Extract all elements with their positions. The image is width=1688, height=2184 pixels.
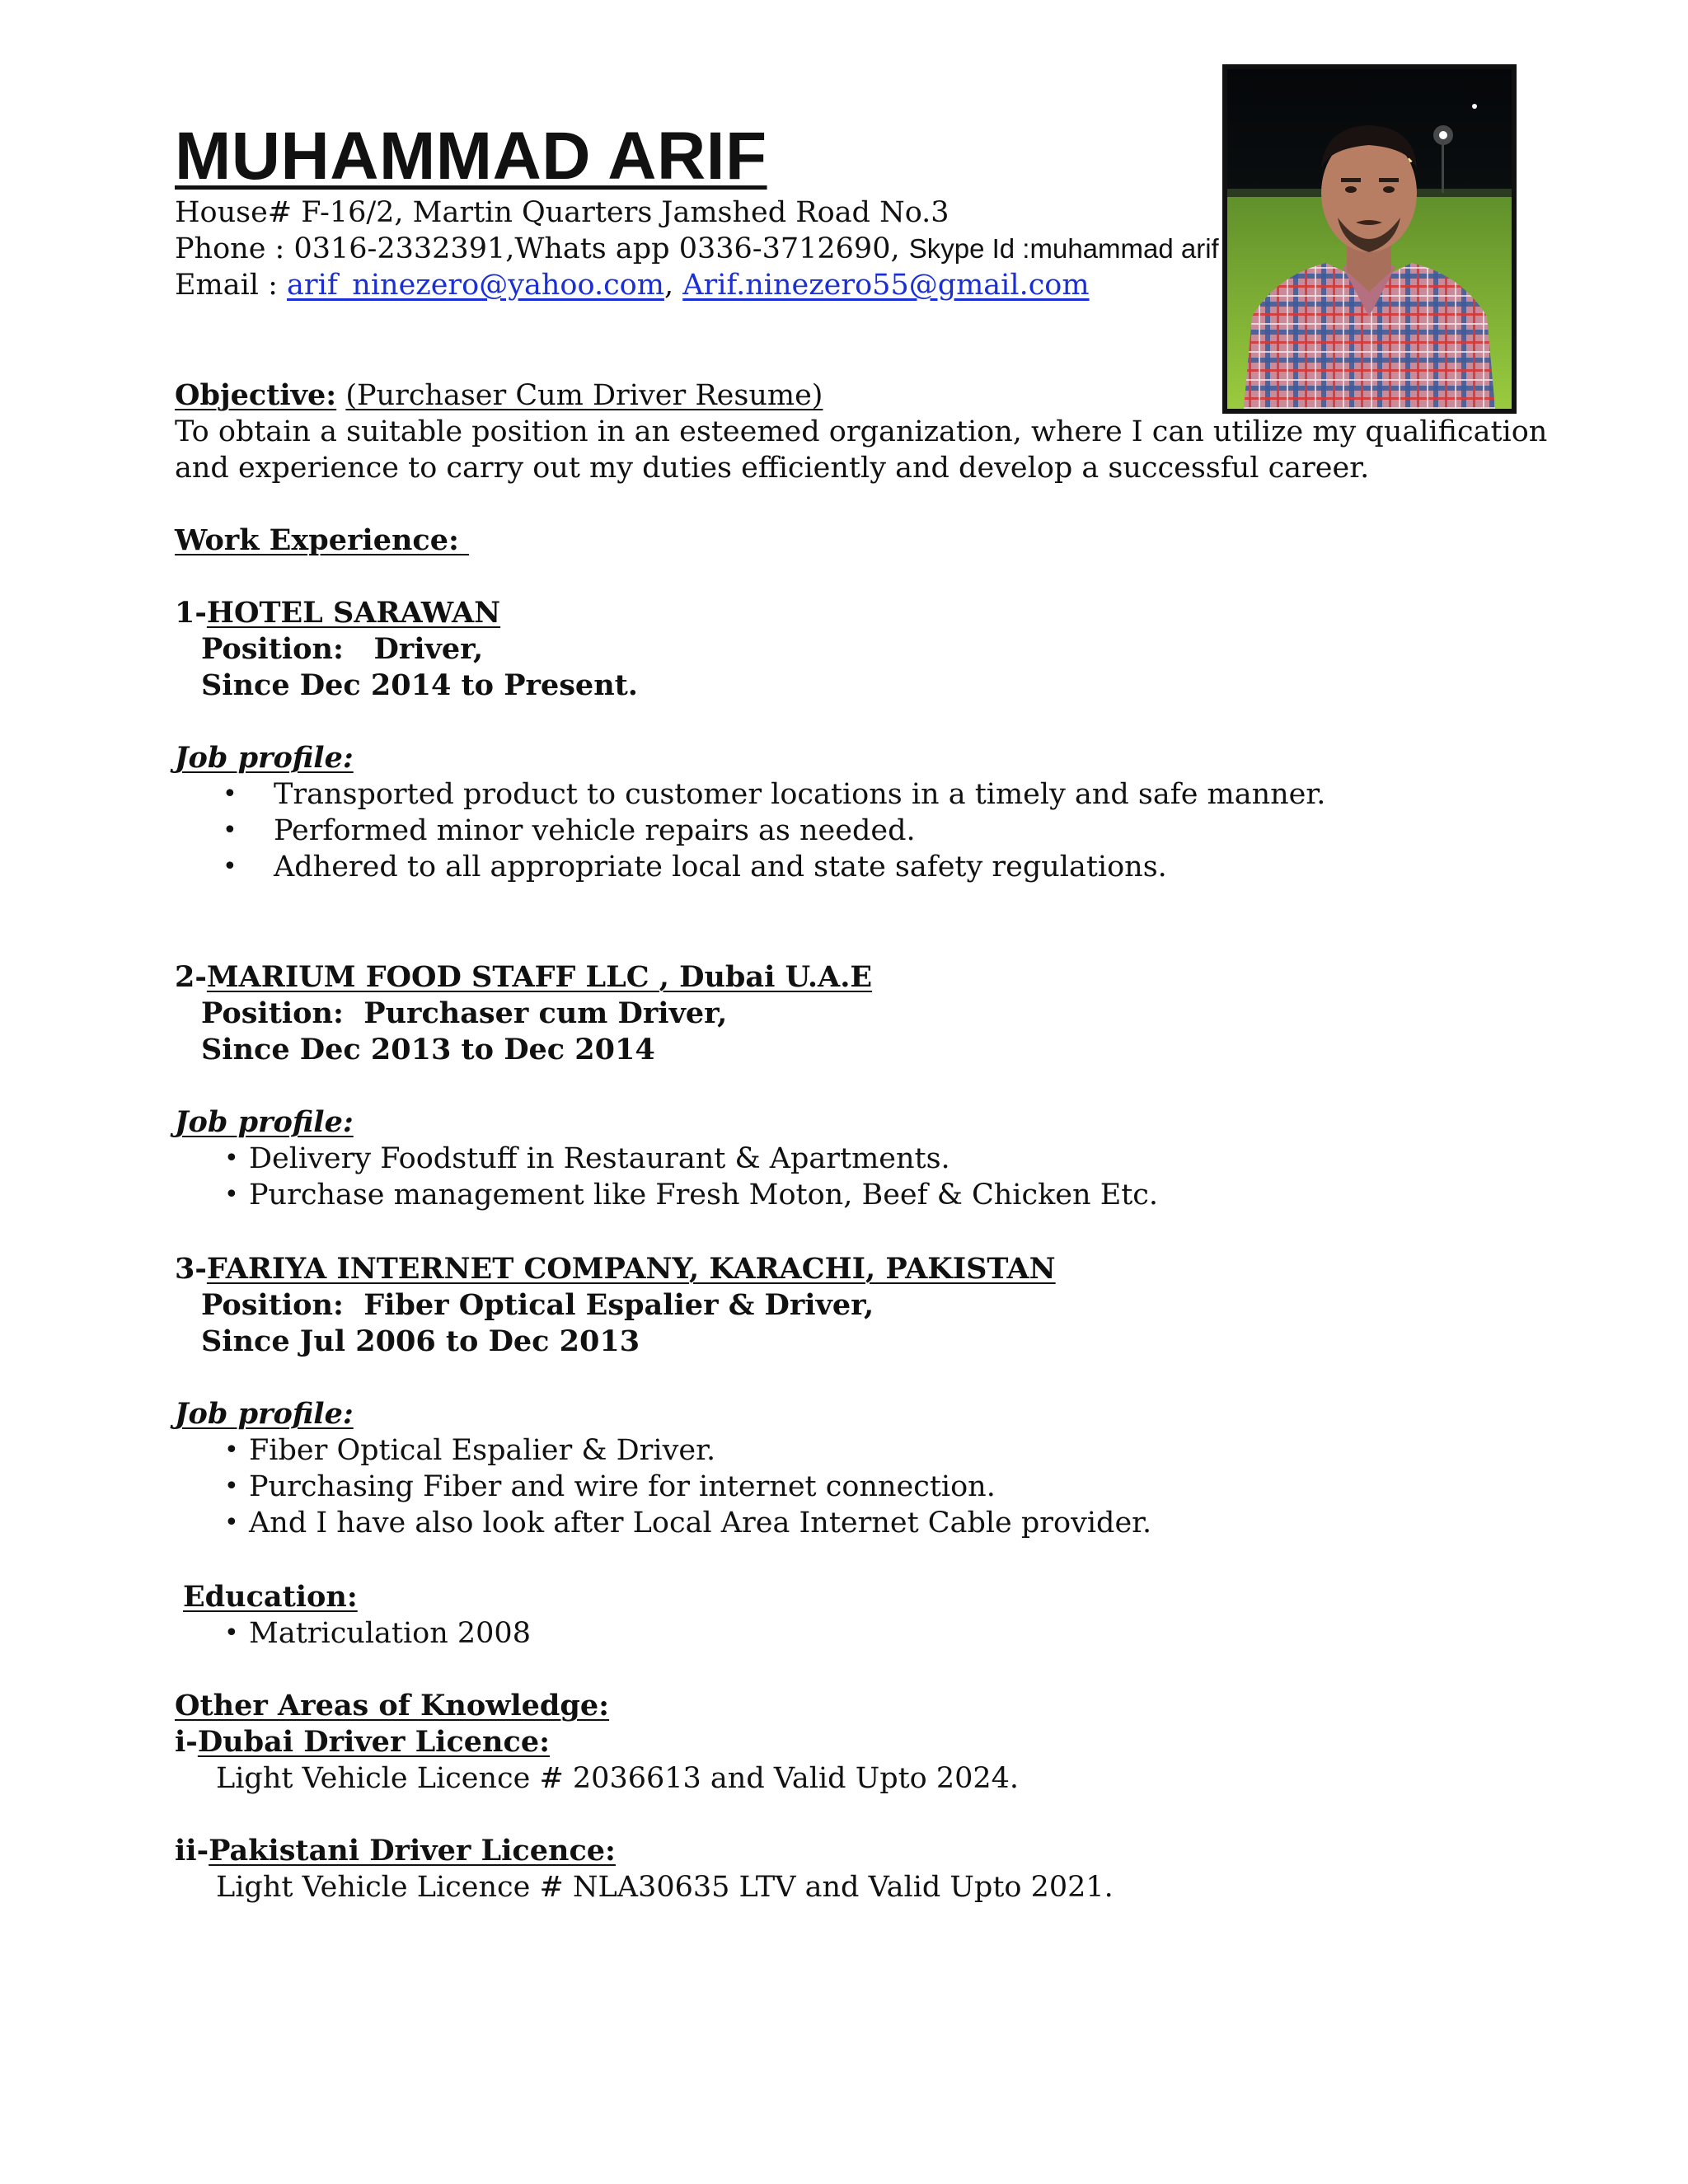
- job-3-title: [175, 1251, 1056, 1287]
- licence-1-number: i-: [175, 1725, 198, 1759]
- job-2-profile-label: Job profile:: [175, 1105, 354, 1139]
- email-line: [175, 267, 1090, 303]
- job-1-since: Since Dec 2014 to Present.: [201, 668, 638, 702]
- list-item: • Adhered to all appropriate local and state safety regulations.: [223, 851, 1167, 883]
- email-separator: ,: [663, 269, 683, 302]
- licence-1-detail: Light Vehicle Licence # 2036613 and Valid Upto 2024.: [216, 1762, 1020, 1795]
- email-link-yahoo[interactable]: arif_ninezero@yahoo.com: [287, 269, 664, 302]
- list-item: • Transported product to customer locations in a timely and safe manner.: [223, 778, 1326, 811]
- job-2-number: 2-: [175, 960, 207, 994]
- licence-2-heading: Pakistani Driver Licence:: [209, 1834, 616, 1868]
- objective-line-2: and experience to carry out my duties efficiently and develop a successful career.: [175, 452, 1370, 485]
- job-2-position: Position: Purchaser cum Driver,: [201, 996, 728, 1030]
- job-2-duties: [224, 1141, 1158, 1213]
- job-1-number: 1-: [175, 596, 207, 630]
- profile-photo: [1222, 64, 1517, 414]
- email-label: Email :: [175, 269, 288, 302]
- profile-photo-image: [1227, 69, 1512, 409]
- objective-heading: Objective:: [175, 378, 337, 412]
- objective-line-1: To obtain a suitable position in an esteemed organization, where I can utilize my qualification: [175, 415, 1548, 448]
- list-item: • Fiber Optical Espalier & Driver.: [224, 1434, 716, 1467]
- objective-subtitle: (Purchaser Cum Driver Resume): [345, 379, 823, 412]
- objective-heading-line: [175, 377, 823, 414]
- job-3-since: Since Jul 2006 to Dec 2013: [201, 1324, 640, 1358]
- address-line: House# F-16/2, Martin Quarters Jamshed Road No.3: [175, 196, 950, 229]
- list-item: • Delivery Foodstuff in Restaurant & Apartments.: [224, 1142, 950, 1175]
- work-experience-heading: Work Experience:: [175, 523, 470, 557]
- list-item: • Matriculation 2008: [224, 1617, 531, 1650]
- phone-text: Phone : 0316-2332391,Whats app 0336-3712690,: [175, 232, 909, 265]
- job-1-position: Position: Driver,: [201, 632, 484, 666]
- job-3-number: 3-: [175, 1252, 207, 1286]
- other-knowledge-heading: Other Areas of Knowledge:: [175, 1689, 610, 1722]
- job-3-company: FARIYA INTERNET COMPANY, KARACHI, PAKISTAN: [206, 1252, 1056, 1286]
- job-1-title: [175, 595, 500, 631]
- phone-line: [175, 231, 1219, 267]
- licence-2-detail: Light Vehicle Licence # NLA30635 LTV and Valid Upto 2021.: [216, 1871, 1114, 1904]
- job-2-company: MARIUM FOOD STAFF LLC , Dubai U.A.E: [206, 960, 873, 994]
- job-3-position: Position: Fiber Optical Espalier & Driver,: [201, 1288, 874, 1322]
- licence-2-number: ii-: [175, 1834, 209, 1868]
- licence-1-heading: Dubai Driver Licence:: [197, 1725, 551, 1759]
- list-item: • Purchase management like Fresh Moton, Beef & Chicken Etc.: [224, 1179, 1159, 1212]
- job-1-profile-label: Job profile:: [175, 741, 354, 775]
- job-2-title: [175, 959, 872, 996]
- licence-1-title: [175, 1724, 550, 1760]
- skype-id: Skype Id :muhammad arif: [908, 233, 1219, 264]
- job-1-duties: [223, 776, 1325, 885]
- list-item: • Performed minor vehicle repairs as needed.: [223, 814, 916, 847]
- candidate-name: MUHAMMAD ARIF: [175, 119, 767, 194]
- job-3-profile-label: Job profile:: [175, 1397, 354, 1431]
- job-2-since: Since Dec 2013 to Dec 2014: [201, 1033, 655, 1066]
- job-3-duties: [224, 1432, 1151, 1541]
- email-link-gmail[interactable]: Arif.ninezero55@gmail.com: [682, 269, 1090, 302]
- list-item: • Purchasing Fiber and wire for internet connection.: [224, 1470, 996, 1503]
- education-heading: Education:: [183, 1580, 358, 1614]
- job-1-company: HOTEL SARAWAN: [206, 596, 501, 630]
- list-item: • And I have also look after Local Area Internet Cable provider.: [224, 1507, 1152, 1540]
- licence-2-title: [175, 1833, 616, 1869]
- education-list: [224, 1615, 531, 1652]
